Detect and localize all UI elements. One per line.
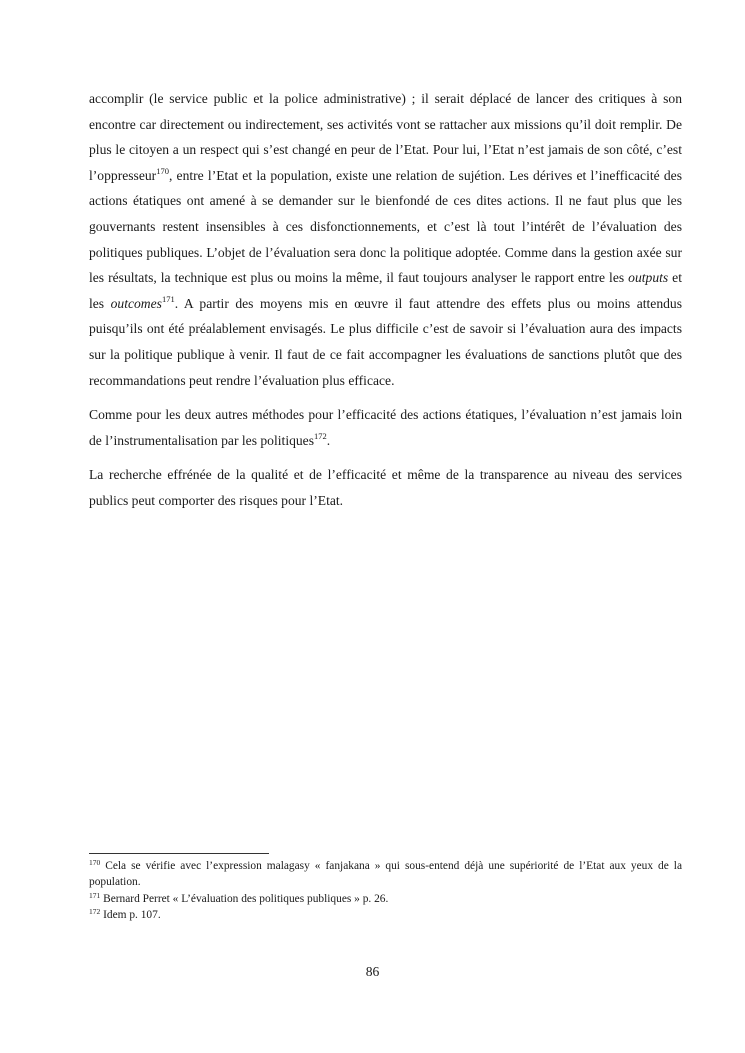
footnote-number: 171: [89, 890, 101, 900]
footnotes: [89, 858, 682, 924]
paragraph-1: [89, 86, 682, 393]
paragraph-1-text-b: , entre l’Etat et la population, existe une relation de sujétion. Les dérives et l’inefficacité des actions étatiques ont amené à se demander sur le bienfondé de ces dites actions. Il ne faut plus que les gouvernants restent insensibles à ces disfonctionnements, et c’est là tout l’intérêt de l’évaluation des politiques publiques. L’objet de l’évaluation sera donc la politique adoptée. Comme dans la gestion axée sur les résultats, la technique est plus ou moins la même, il faut toujours analyser le rapport entre les: [89, 167, 682, 286]
footnote-170: [89, 858, 682, 891]
paragraph-3: La recherche effrénée de la qualité et de l’efficacité et même de la transparence au niveau des services publics peut comporter des risques pour l’Etat.: [89, 467, 682, 508]
footnote-text: Cela se vérifie avec l’expression malagasy « fanjakana » qui sous-entend déjà une supériorité de l’Etat aux yeux de la population.: [89, 860, 682, 889]
paragraph-2-text-a: Comme pour les deux autres méthodes pour l’efficacité des actions étatiques, l’évaluation n’est jamais loin de l’instrumentalisation par les politiques: [89, 407, 682, 448]
footnote-ref-171[interactable]: 171: [161, 293, 175, 304]
footnote-text: Bernard Perret « L’évaluation des politiques publiques » p. 26.: [100, 892, 389, 905]
term-outcomes: outcomes: [110, 295, 162, 311]
paragraph-1-text-a: accomplir (le service public et la police administrative) ; il serait déplacé de lancer des critiques à son encontre car directement ou indirectement, ses activités vont se rattacher aux missions qu’il doit remplir. De plus le citoyen a un respect qui s’est changé en peur de l’Etat. Pour lui, l’Etat n’est jamais de son côté, c’est l’oppresseur: [89, 91, 682, 183]
footnote-text: Idem p. 107.: [100, 909, 161, 922]
footnote-ref-170[interactable]: 170: [156, 165, 169, 176]
footnote-number: 172: [89, 907, 101, 917]
footnote-172: [89, 907, 682, 923]
footnote-number: 170: [89, 858, 101, 867]
body-text: [89, 86, 682, 523]
paragraph-2-text-b: .: [326, 432, 331, 448]
paragraph-1-text-c: et les: [89, 270, 682, 311]
paragraph-2: [89, 402, 682, 453]
footnote-ref-172[interactable]: 172: [314, 430, 327, 441]
term-outputs: outputs: [628, 270, 669, 286]
footnote-171: [89, 891, 682, 907]
paragraph-1-text-d: . A partir des moyens mis en œuvre il faut attendre des effets plus ou moins attendus puisqu’ils ont été préalablement envisagés. Le plus difficile c’est de savoir si l’évaluation aura des impacts sur la politique publique à venir. Il faut de ce fait accompagner les évaluations de sanctions plutôt que des recommandations peut rendre l’évaluation plus efficace.: [89, 295, 682, 388]
page-number: 86: [365, 964, 380, 979]
footnote-separator: [89, 853, 269, 854]
